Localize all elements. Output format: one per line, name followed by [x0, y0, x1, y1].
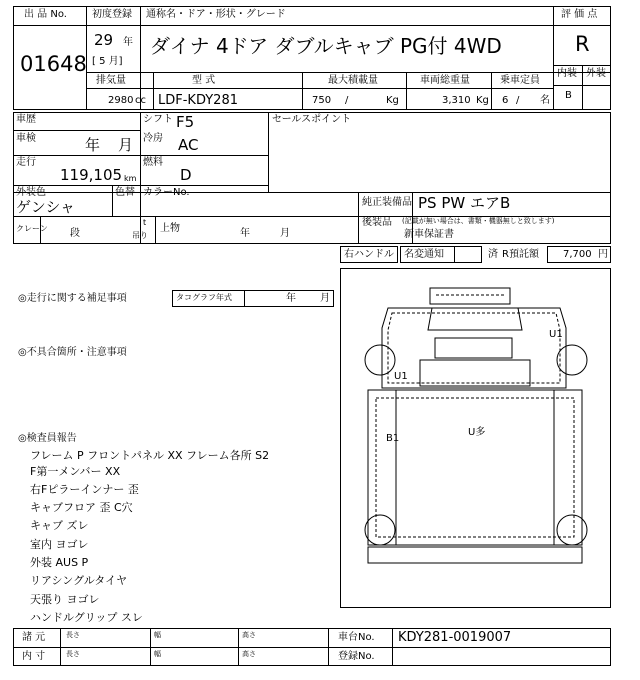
- report-line: フレーム P フロントパネル XX フレーム各所 S2: [30, 449, 270, 462]
- inner-dims-row-label: 内 寸: [22, 651, 46, 662]
- report-line: 室内 ヨゴレ: [30, 538, 89, 551]
- recycle-label: R預託額: [502, 249, 539, 260]
- model-name: ダイナ 4ドア ダブルキャブ PG付 4WD: [150, 34, 502, 58]
- report-line: ハンドルグリップ スレ: [30, 611, 143, 624]
- genuine-equipment: PS PW エアB: [418, 194, 511, 212]
- exterior-label: 外装: [586, 68, 606, 79]
- genuine-equipment-label: 純正装備品: [362, 197, 412, 208]
- fuel-value: D: [180, 166, 192, 184]
- height-label: 高さ: [242, 631, 256, 639]
- specs-row-label: 諸 元: [22, 632, 46, 643]
- damage-mark: U1: [549, 329, 563, 340]
- aircon-label: 冷房: [143, 133, 163, 144]
- color-change-label: 色替: [115, 187, 135, 198]
- capacity-unit: 名: [540, 95, 550, 106]
- aircon-value: AC: [178, 136, 199, 154]
- steering-value: 右ハンドル: [344, 249, 394, 260]
- crane-t-unit: t: [143, 218, 147, 227]
- crane-up-label: 上物: [160, 223, 180, 234]
- report-line: キャブ ズレ: [30, 519, 89, 532]
- interior-label: 内装: [557, 68, 577, 79]
- mileage-unit: km: [124, 174, 137, 183]
- sales-point-label: セールスポイント: [272, 114, 352, 125]
- model-code-label: 型 式: [192, 75, 216, 86]
- displacement-unit: cc: [135, 95, 146, 106]
- prepaid-prefix: 済: [488, 249, 498, 260]
- inspection-label: 車検: [16, 133, 36, 144]
- color-label: 外装色: [16, 187, 46, 198]
- inspection-month-unit: 月: [118, 136, 134, 154]
- overall-rating: R: [575, 32, 590, 56]
- shift-label: シフト: [143, 114, 173, 125]
- report-line: F第一メンバー XX: [30, 465, 121, 478]
- damage-mark: U1: [394, 371, 408, 382]
- inspection-year-unit: 年: [85, 136, 101, 154]
- height-label: 高さ: [242, 650, 256, 658]
- tachograph-label: タコグラフ年式: [176, 293, 232, 302]
- report-line: 外装 AUS P: [30, 556, 89, 569]
- supplement-label: ◎走行に関する補足事項: [18, 293, 127, 304]
- first-registration-label: 初度登録: [92, 9, 132, 20]
- crane-hoist-unit: 吊り: [132, 231, 148, 240]
- capacity-label: 乗車定員: [500, 75, 540, 86]
- crane-month-unit: 月: [280, 228, 290, 239]
- rating-label: 評 価 点: [561, 9, 598, 20]
- truck-outline-diagram: [340, 268, 611, 608]
- defects-label: ◎不具合箇所・注意事項: [18, 347, 127, 358]
- registration-no-label: 登録No.: [338, 651, 375, 662]
- lot-no-label: 出 品 No.: [24, 9, 67, 20]
- tachograph-month-unit: 月: [320, 293, 330, 304]
- first-registration-month: [ 5 月]: [92, 56, 123, 67]
- color-value: ゲンシャ: [16, 198, 76, 216]
- shift-value: F5: [176, 113, 195, 131]
- crane-year-unit: 年: [240, 228, 250, 239]
- gross-weight-label: 車両総重量: [420, 75, 470, 86]
- color-no-label: カラーNo.: [143, 187, 190, 198]
- max-load-value: 750: [312, 95, 332, 106]
- gross-weight-unit: Kg: [476, 95, 489, 106]
- mileage-label: 走行: [16, 157, 36, 168]
- capacity-value: 6: [502, 95, 509, 106]
- report-line: 天張り ヨゴレ: [30, 593, 100, 606]
- capacity-sep: /: [516, 95, 520, 106]
- width-label: 幅: [154, 631, 161, 639]
- history-label: 車歴: [16, 114, 36, 125]
- report-line: キャブフロア 歪 C穴: [30, 501, 133, 514]
- fuel-label: 燃料: [143, 157, 163, 168]
- length-label: 長さ: [66, 631, 80, 639]
- inspector-report-label: ◎検査員報告: [18, 433, 77, 444]
- aftermarket-label: 後装品: [362, 217, 392, 228]
- aftermarket-note: (記載が無い場合は、書類・機器無しと致します): [402, 217, 555, 225]
- year-unit: 年: [123, 37, 133, 48]
- max-load-sep: /: [345, 95, 349, 106]
- first-registration-year: 29: [94, 31, 114, 49]
- chassis-no: KDY281-0019007: [398, 630, 512, 645]
- lot-no: 01648: [20, 52, 87, 76]
- mileage-value: 119,105: [60, 166, 123, 184]
- gross-weight-value: 3,310: [442, 95, 471, 106]
- recycle-unit: 円: [598, 249, 608, 260]
- chassis-no-label: 車台No.: [338, 632, 375, 643]
- tachograph-year-unit: 年: [286, 293, 296, 304]
- crane-stage-unit: 段: [70, 228, 80, 239]
- displacement-label: 排気量: [96, 75, 126, 86]
- report-line: リアシングルタイヤ: [30, 574, 128, 587]
- width-label: 幅: [154, 650, 161, 658]
- crane-label: クレーン: [16, 224, 48, 233]
- report-line: 右Fピラーインナー 歪: [30, 483, 139, 496]
- name-change-label: 名変通知: [404, 249, 444, 260]
- recycle-amount: 7,700: [563, 249, 592, 260]
- damage-mark: U多: [468, 427, 486, 438]
- damage-mark: B1: [386, 433, 400, 444]
- displacement-value: 2980: [108, 95, 134, 106]
- max-load-unit: Kg: [386, 95, 399, 106]
- new-car-warranty: 新車保証書: [404, 229, 454, 240]
- max-load-label: 最大積載量: [328, 75, 378, 86]
- model-code: LDF-KDY281: [158, 93, 238, 108]
- model-name-label: 通称名・ドア・形状・グレード: [146, 9, 286, 20]
- length-label: 長さ: [66, 650, 80, 658]
- interior-rating: B: [565, 90, 572, 101]
